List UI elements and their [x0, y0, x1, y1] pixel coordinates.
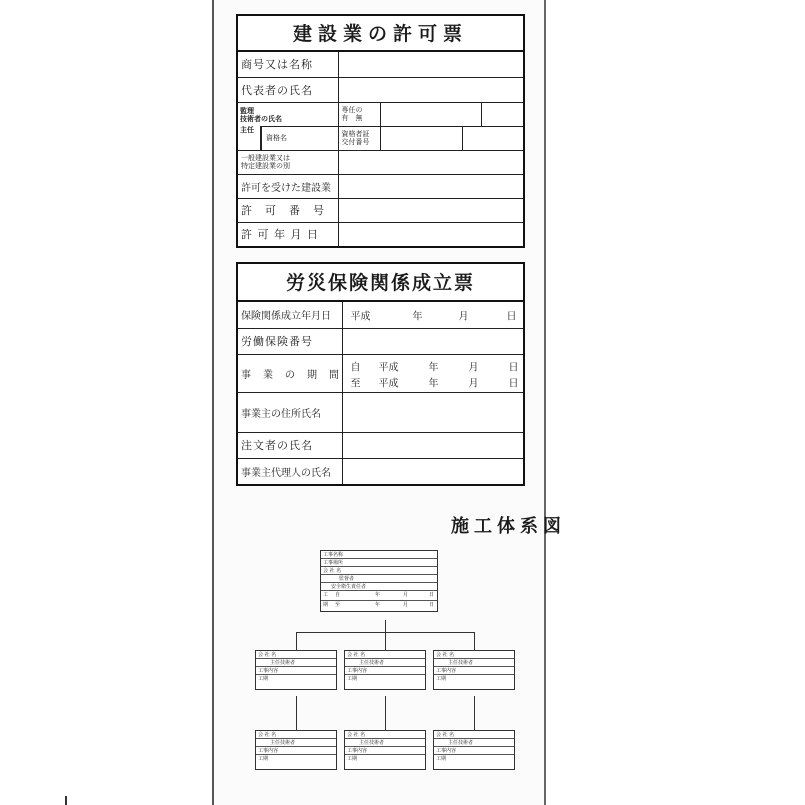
era-label: 平成: [350, 311, 371, 323]
value-agent[interactable]: [342, 458, 523, 484]
insurance-table: [238, 302, 523, 484]
label-agent: 事業主代理人の氏名: [238, 458, 342, 484]
table-row: [238, 392, 523, 432]
value-owner-address[interactable]: [342, 392, 523, 432]
org-to: 至: [335, 602, 341, 608]
org-sub-box: [344, 650, 426, 690]
org-sub-period: 工期: [436, 756, 447, 762]
org-top-box: [320, 550, 438, 612]
table-row: [238, 52, 523, 77]
org-period-label: 工: [323, 592, 329, 598]
org-safety: 安全衛生責任者: [321, 583, 437, 591]
value-labor-number[interactable]: [342, 328, 523, 354]
label-dedicated-line1: 専任の: [341, 106, 363, 114]
permit-table: [238, 52, 523, 246]
label-dedicated: [338, 102, 380, 126]
org-from: 自: [335, 592, 341, 598]
org-sub-box: [255, 650, 337, 690]
stray-mark: [65, 796, 67, 805]
org-sub-period: 工期: [347, 756, 358, 762]
day-label: 日: [506, 311, 517, 323]
label-labor-number: 労働保険番号: [238, 328, 342, 354]
label-general-line1: 一般建設業又は: [241, 154, 290, 162]
org-sub-period: 工期: [258, 756, 269, 762]
label-certificate-line2: 交付番号: [341, 138, 370, 146]
org-sub-period: 工期: [258, 676, 269, 682]
value-trade-name[interactable]: [338, 52, 523, 77]
org-sub-content: 工事内容: [256, 747, 336, 755]
org-work-name: 工事名称: [321, 551, 437, 559]
label-established-date: 保険関係成立年月日: [238, 302, 342, 328]
org-sub-content: 工事内容: [345, 667, 425, 675]
org-sub-period: 工期: [347, 676, 358, 682]
from-label: 自: [350, 362, 361, 373]
table-row: [238, 458, 523, 484]
insurance-sign: [236, 262, 525, 486]
era-label: 平成: [378, 378, 399, 389]
label-representative: 代表者の氏名: [238, 77, 338, 102]
connector-line: [385, 620, 386, 632]
org-sub-company: 会 社 名: [434, 731, 514, 739]
label-certificate-line1: 資格者証: [341, 130, 370, 138]
org-year: 年: [375, 602, 381, 608]
month-label: 月: [468, 378, 479, 389]
year-label: 年: [428, 362, 439, 373]
table-row: [238, 432, 523, 458]
table-row: [238, 354, 523, 392]
org-sub-content: 工事内容: [345, 747, 425, 755]
org-day: 日: [429, 592, 435, 598]
org-sub-content: 工事内容: [434, 667, 514, 675]
value-engineer-name[interactable]: [380, 102, 481, 126]
org-year: 年: [375, 592, 381, 598]
org-sub-lead: 主任技術者: [256, 739, 336, 747]
label-license-number: 許 可 番 号: [238, 198, 338, 222]
org-sub-period: 工期: [436, 676, 447, 682]
value-established-date[interactable]: [342, 302, 523, 328]
org-supervisor: 監督者: [321, 575, 437, 583]
value-representative[interactable]: [338, 77, 523, 102]
connector-line: [385, 632, 386, 650]
org-period-row: [321, 601, 437, 611]
table-row: [238, 150, 523, 174]
org-period-row: [321, 591, 437, 601]
org-sub-box: [433, 730, 515, 770]
table-row: [238, 328, 523, 354]
value-qualification[interactable]: [380, 126, 462, 150]
org-month: 月: [403, 592, 409, 598]
label-engineer-chief: 主任: [240, 125, 254, 134]
value-license-number[interactable]: [338, 198, 523, 222]
org-sub-lead: 主任技術者: [345, 659, 425, 667]
org-sub-content: 工事内容: [434, 747, 514, 755]
connector-line: [296, 632, 297, 650]
label-owner-address: 事業主の住所氏名: [238, 392, 342, 432]
label-trade-name: 商号又は名称: [238, 52, 338, 77]
table-row: [238, 222, 523, 246]
table-row: [238, 77, 523, 102]
org-sub-company: 会 社 名: [345, 651, 425, 659]
month-label: 月: [468, 362, 479, 373]
day-label: 日: [508, 362, 519, 373]
org-chart-title-text: 施工体系図: [451, 516, 566, 537]
org-sub-content: 工事内容: [256, 667, 336, 675]
org-sub-lead: 主任技術者: [434, 659, 514, 667]
table-row: [238, 174, 523, 198]
org-sub-company: 会 社 名: [256, 651, 336, 659]
permit-sign: [236, 14, 525, 248]
label-dedicated-line2: 有 無: [341, 114, 363, 122]
org-chart-title: [0, 512, 805, 538]
era-label: 平成: [378, 362, 399, 373]
month-label: 月: [458, 311, 469, 323]
org-sub-company: 会 社 名: [256, 731, 336, 739]
value-period[interactable]: [342, 354, 523, 392]
org-sub-company: 会 社 名: [434, 651, 514, 659]
org-work-place: 工事場所: [321, 559, 437, 567]
value-general-special[interactable]: [338, 150, 523, 174]
org-sub-box: [433, 650, 515, 690]
table-row: [238, 102, 523, 126]
connector-line: [474, 632, 475, 650]
insurance-title: 労災保険関係成立票: [238, 264, 523, 302]
connector-line: [474, 696, 475, 730]
value-orderer[interactable]: [342, 432, 523, 458]
value-licensed-trade[interactable]: [338, 174, 523, 198]
label-engineer-supervising: 監理: [240, 106, 254, 115]
value-dedicated[interactable]: [481, 102, 523, 126]
label-certificate: [338, 126, 380, 150]
label-license-date: 許 可 年 月 日: [238, 222, 338, 246]
connector-line: [296, 696, 297, 730]
label-engineer-name: 技術者の氏名: [240, 114, 282, 123]
org-day: 日: [429, 602, 435, 608]
connector-line: [385, 696, 386, 730]
org-sub-box: [344, 730, 426, 770]
org-company: 会 社 名: [321, 567, 437, 575]
to-label: 至: [350, 378, 361, 389]
permit-title: 建設業の許可票: [238, 16, 523, 52]
org-sub-lead: 主任技術者: [434, 739, 514, 747]
day-label: 日: [508, 378, 519, 389]
org-sub-lead: 主任技術者: [256, 659, 336, 667]
label-licensed-trade: 許可を受けた建設業: [238, 174, 338, 198]
table-row: [238, 302, 523, 328]
label-period: 事 業 の 期 間: [238, 354, 342, 392]
value-license-date[interactable]: [338, 222, 523, 246]
org-sub-company: 会 社 名: [345, 731, 425, 739]
table-row: [238, 198, 523, 222]
label-qualification: 資格名: [266, 133, 287, 142]
label-general-special: [238, 150, 338, 174]
org-period-label: 期: [323, 602, 329, 608]
org-sub-lead: 主任技術者: [345, 739, 425, 747]
org-month: 月: [403, 602, 409, 608]
org-sub-box: [255, 730, 337, 770]
label-general-line2: 特定建設業の別: [241, 162, 290, 170]
year-label: 年: [412, 311, 423, 323]
label-orderer: 注文者の氏名: [238, 432, 342, 458]
year-label: 年: [428, 378, 439, 389]
value-certificate[interactable]: [462, 126, 523, 150]
label-engineer-group: [238, 102, 338, 150]
